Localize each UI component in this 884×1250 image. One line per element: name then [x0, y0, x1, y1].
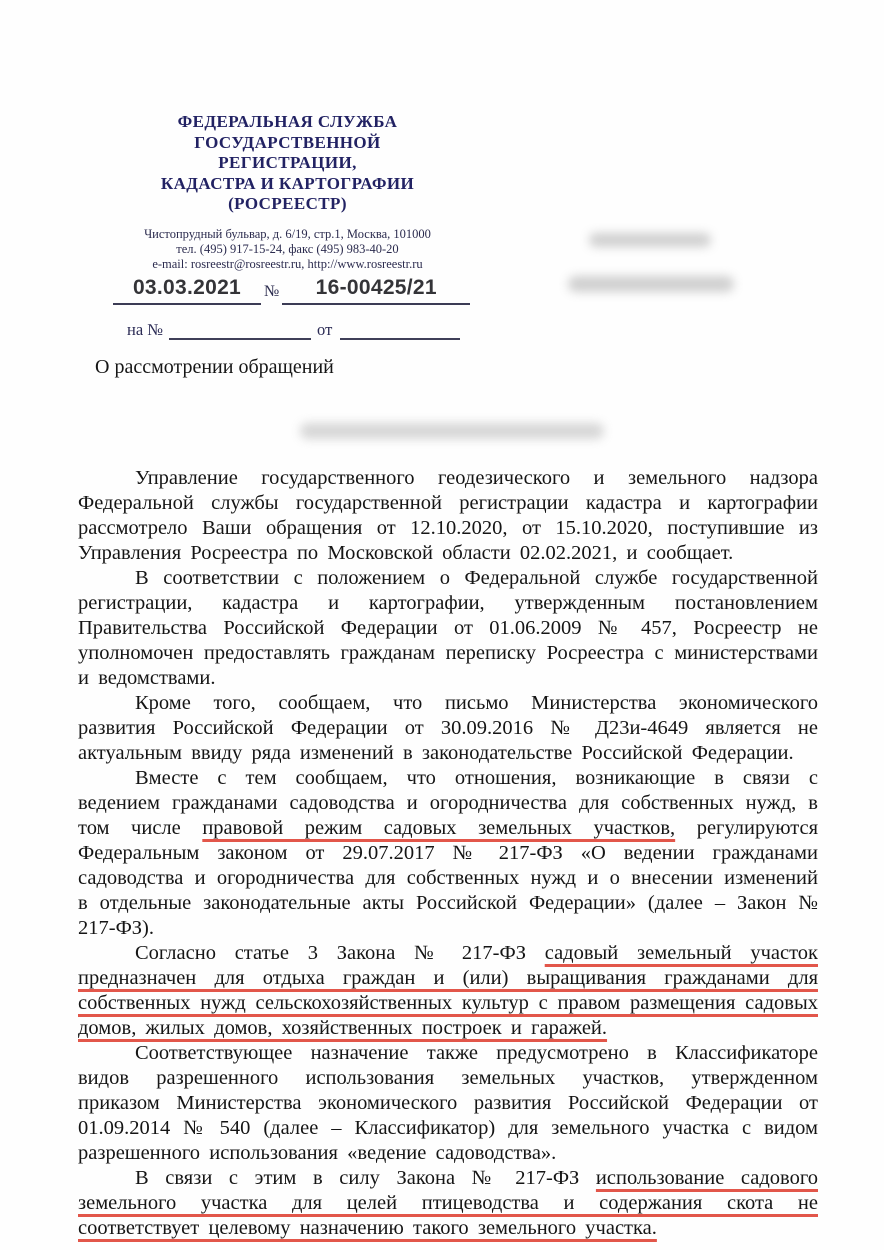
- number-sign: №: [264, 283, 280, 300]
- org-address-line: Чистопрудный бульвар, д. 6/19, стр.1, Москва, 101000: [144, 226, 431, 241]
- redacted-recipient-contact: [568, 276, 734, 292]
- paragraph-text: Вместе с тем сообщаем, что отношения, возникающие в связи с ведением гражданами садоводства и огородничества для собственных нужд, в том числе: [78, 767, 818, 839]
- paragraph-text: Кроме того, сообщаем, что письмо Министерства экономического развития Российской Федерации от 30.09.2016 № Д23и-4649 является не актуальным ввиду ряда изменений в законодательстве Российской Федерации.: [78, 692, 818, 764]
- org-name-line: КАДАСТРА И КАРТОГРАФИИ: [160, 173, 415, 193]
- paragraph-text: регулируются Федеральным законом от 29.07.2017 № 217-ФЗ «О ведении гражданами садоводства и огородничества для собственных нужд и о внесении изменений в отдельные законодательные акты Российской Федерации» (далее – Закон № 217-ФЗ).: [78, 817, 819, 939]
- reply-date-blank: [340, 322, 460, 340]
- body-paragraph: [78, 941, 818, 1041]
- paragraph-text: Согласно статье 3 Закона № 217-ФЗ: [135, 942, 545, 964]
- reference-line: [113, 276, 470, 305]
- red-underlined-phrase: правовой режим садовых земельных участков,: [202, 817, 676, 839]
- body-paragraph: [78, 691, 818, 766]
- body-paragraph: [78, 566, 818, 691]
- body-paragraph: [78, 1166, 818, 1241]
- paragraph-text: Управление государственного геодезического и земельного надзора Федеральной службы государственной регистрации кадастра и картографии рассмотрело Ваши обращения от 12.10.2020, от 15.10.2020, поступившие из Управления Росреестра по Московской области 02.02.2021, и сообщает.: [78, 467, 818, 564]
- paragraph-text: В соответствии с положением о Федеральной службе государственной регистрации, кадастра и картографии, утвержденным постановлением Правительства Российской Федерации от 01.06.2009 № 457, Росреестр не уполномочен предоставлять гражданам переписку Росреестра с министерствами и ведомствами.: [78, 567, 818, 689]
- reply-number-blank: [169, 322, 311, 340]
- body-paragraph: [78, 1041, 818, 1166]
- red-underlined-phrase: садовый земельный участок предназначен для отдыха граждан и (или) выращивания гражданами для собственных нужд сельскохозяйственных культур с правом размещения садовых домов, жилых домов, хозяйственных построек и гаражей.: [78, 942, 818, 1039]
- reply-reference-line: [127, 320, 460, 340]
- org-address-line: тел. (495) 917-15-24, факс (495) 983-40-20: [176, 241, 399, 256]
- subject-line: О рассмотрении обращений: [95, 356, 334, 378]
- paragraph-text: В связи с этим в силу Закона № 217-ФЗ: [135, 1167, 596, 1189]
- org-address-line: e-mail: rosreestr@rosreestr.ru, http://www.rosreestr.ru: [152, 256, 423, 271]
- redacted-salutation: [300, 423, 604, 439]
- letter-body: [78, 466, 818, 1241]
- letter-date: 03.03.2021: [113, 276, 261, 305]
- letter-number: 16-00425/21: [282, 276, 470, 305]
- org-name-line: (РОСРЕЕСТР): [228, 194, 347, 213]
- red-underlined-phrase: использование садового земельного участка для целей птицеводства и содержания скота не соответствует целевому назначению такого земельного участка.: [78, 1167, 818, 1239]
- reply-to-label: на №: [127, 320, 164, 339]
- org-name-line: РЕГИСТРАЦИИ,: [218, 153, 357, 172]
- paragraph-text: Соответствующее назначение также предусмотрено в Классификаторе видов разрешенного использования земельных участков, утвержденном приказом Министерства экономического развития Российской Федерации от 01.09.2014 № 540 (далее – Классификатор) для земельного участка с видом разрешенного использования «ведение садоводства».: [78, 1042, 818, 1164]
- org-address: [60, 227, 515, 272]
- org-name-line: ГОСУДАРСТВЕННОЙ: [194, 132, 381, 152]
- redacted-recipient-name: [589, 233, 711, 247]
- org-name-line: ФЕДЕРАЛЬНАЯ СЛУЖБА: [177, 112, 398, 131]
- body-paragraph: [78, 466, 818, 566]
- org-name: [60, 112, 515, 215]
- body-paragraph: [78, 766, 818, 941]
- reply-from-label: от: [317, 320, 333, 339]
- letterhead: [60, 112, 515, 272]
